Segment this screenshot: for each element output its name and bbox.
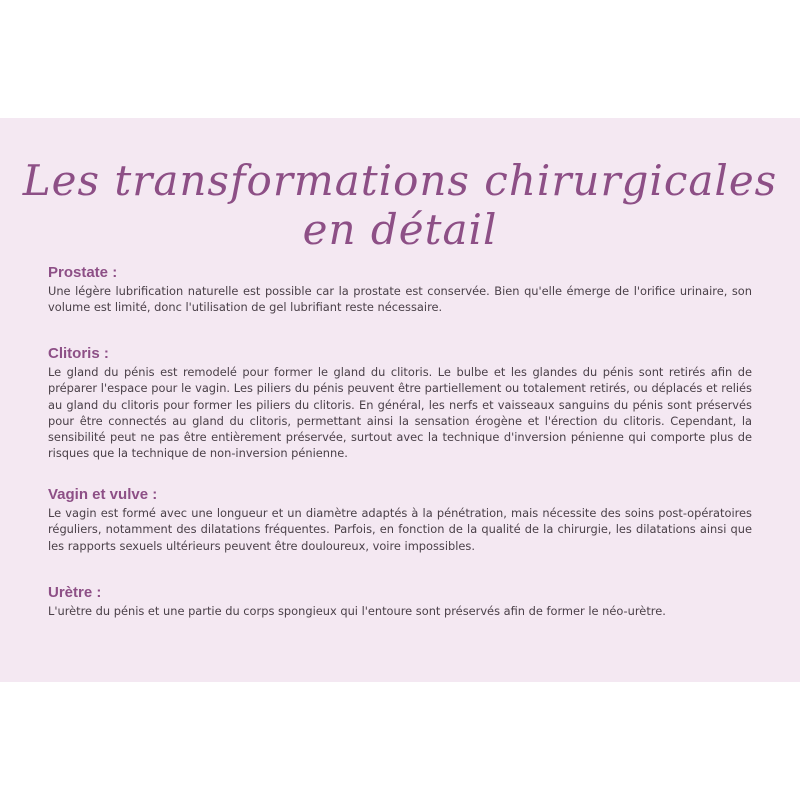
section-clitoris xyxy=(48,345,752,462)
content-card xyxy=(0,118,800,682)
page-title: Les transformations chirurgicales en détail xyxy=(22,156,778,254)
section-uretre xyxy=(48,584,752,619)
section-text: Le gland du pénis est remodelé pour former le gland du clitoris. Le bulbe et les glandes du pénis sont retirés afin de préparer l'espace pour le vagin. Les piliers du pénis peuvent être partiellement ou totalement retirés, ou déplacés et reliés au gland du clitoris pour former les piliers du clitoris. En général, les nerfs et vaisseaux sanguins du pénis sont préservés pour être connectés au gland du clitoris, permettant ainsi la sensation érogène et l'érection du clitoris. Cependant, la sensibilité peut ne pas être entièrement préservée, surtout avec la technique d'inversion pénienne qui comporte plus de risques que la technique de non-inversion pénienne. xyxy=(48,365,752,461)
section-heading: Urètre : xyxy=(48,584,102,601)
section-text: L'urètre du pénis et une partie du corps spongieux qui l'entoure sont préservés afin de former le néo-urètre. xyxy=(48,604,666,618)
section-heading: Clitoris : xyxy=(48,345,109,362)
section-text: Le vagin est formé avec une longueur et un diamètre adaptés à la pénétration, mais nécessite des soins post-opératoires réguliers, notamment des dilatations fréquentes. Parfois, en fonction de la qualité de la chirurgie, les dilatations ainsi que les rapports sexuels ultérieurs peuvent être douloureux, voire impossibles. xyxy=(48,506,752,553)
section-vagin-vulve xyxy=(48,486,752,554)
section-text: Une légère lubrification naturelle est possible car la prostate est conservée. Bien qu'elle émerge de l'orifice urinaire, son volume est limité, donc l'utilisation de gel lubrifiant reste nécessaire. xyxy=(48,284,752,315)
section-prostate xyxy=(48,264,752,316)
section-heading: Prostate : xyxy=(48,264,118,281)
section-heading: Vagin et vulve : xyxy=(48,486,158,503)
